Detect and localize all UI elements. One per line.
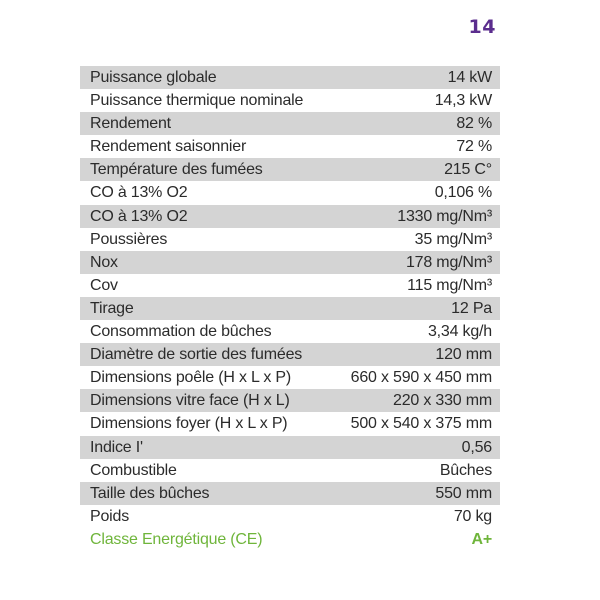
spec-value: 35 mg/Nm³ [414,230,492,248]
spec-label: Taille des bûches [90,484,210,502]
spec-label: Indice I' [90,438,143,456]
spec-row-energy-class [80,528,500,551]
spec-row-co-concentration [80,205,500,228]
spec-row-seasonal-efficiency [80,135,500,158]
spec-row-efficiency [80,112,500,135]
model-number: 14 [468,16,496,38]
spec-label: Température des fumées [90,161,263,179]
spec-row-nox [80,251,500,274]
spec-label: Tirage [90,299,134,317]
spec-row-nominal-thermal-power [80,89,500,112]
spec-row-flue-diameter [80,343,500,366]
spec-label: Combustible [90,461,177,479]
spec-label: Rendement saisonnier [90,138,247,156]
spec-value: 0,106 % [434,184,492,202]
energy-class-badge: A+ [471,530,492,548]
spec-row-firebox-dimensions [80,412,500,435]
spec-label: Poids [90,507,130,525]
spec-value: 14,3 kW [434,92,492,110]
spec-value: 0,56 [461,438,492,456]
spec-value: 72 % [456,138,492,156]
spec-value: 82 % [456,115,492,133]
spec-table [80,66,500,551]
spec-row-weight [80,505,500,528]
spec-value: 1330 mg/Nm³ [397,207,492,225]
spec-row-dust [80,228,500,251]
spec-label: CO à 13% O2 [90,184,188,202]
spec-row-index [80,436,500,459]
spec-row-global-power [80,66,500,89]
spec-value: 550 mm [435,484,492,502]
spec-row-log-size [80,482,500,505]
spec-label: Poussières [90,230,168,248]
spec-row-flue-temperature [80,158,500,181]
spec-value: 12 Pa [451,299,492,317]
spec-value: 178 mg/Nm³ [405,253,492,271]
spec-row-glass-dimensions [80,389,500,412]
spec-value: 3,34 kg/h [427,323,492,341]
spec-label: Puissance globale [90,69,217,86]
spec-label: Dimensions foyer (H x L x P) [90,415,288,433]
spec-label: Dimensions vitre face (H x L) [90,392,290,410]
spec-value: 215 C° [444,161,492,179]
spec-value: Bûches [439,461,492,479]
spec-label: Diamètre de sortie des fumées [90,346,303,364]
spec-value: 115 mg/Nm³ [407,276,492,294]
spec-label: Dimensions poêle (H x L x P) [90,369,291,387]
spec-label: Rendement [90,115,171,133]
spec-label: Classe Energétique (CE) [90,530,263,548]
spec-label: Nox [90,253,118,271]
spec-value: 500 x 540 x 375 mm [350,415,492,433]
spec-row-fuel [80,459,500,482]
spec-label: Cov [90,276,118,294]
spec-row-stove-dimensions [80,366,500,389]
spec-value: 14 kW [447,69,492,86]
spec-value: 660 x 590 x 450 mm [350,369,492,387]
spec-row-log-consumption [80,320,500,343]
spec-value: 70 kg [453,507,492,525]
spec-label: Puissance thermique nominale [90,92,304,110]
spec-label: Consommation de bûches [90,323,272,341]
spec-row-co-percent [80,181,500,204]
spec-label: CO à 13% O2 [90,207,188,225]
spec-row-cov [80,274,500,297]
spec-value: 120 mm [435,346,492,364]
spec-value: 220 x 330 mm [393,392,492,410]
spec-row-draft [80,297,500,320]
